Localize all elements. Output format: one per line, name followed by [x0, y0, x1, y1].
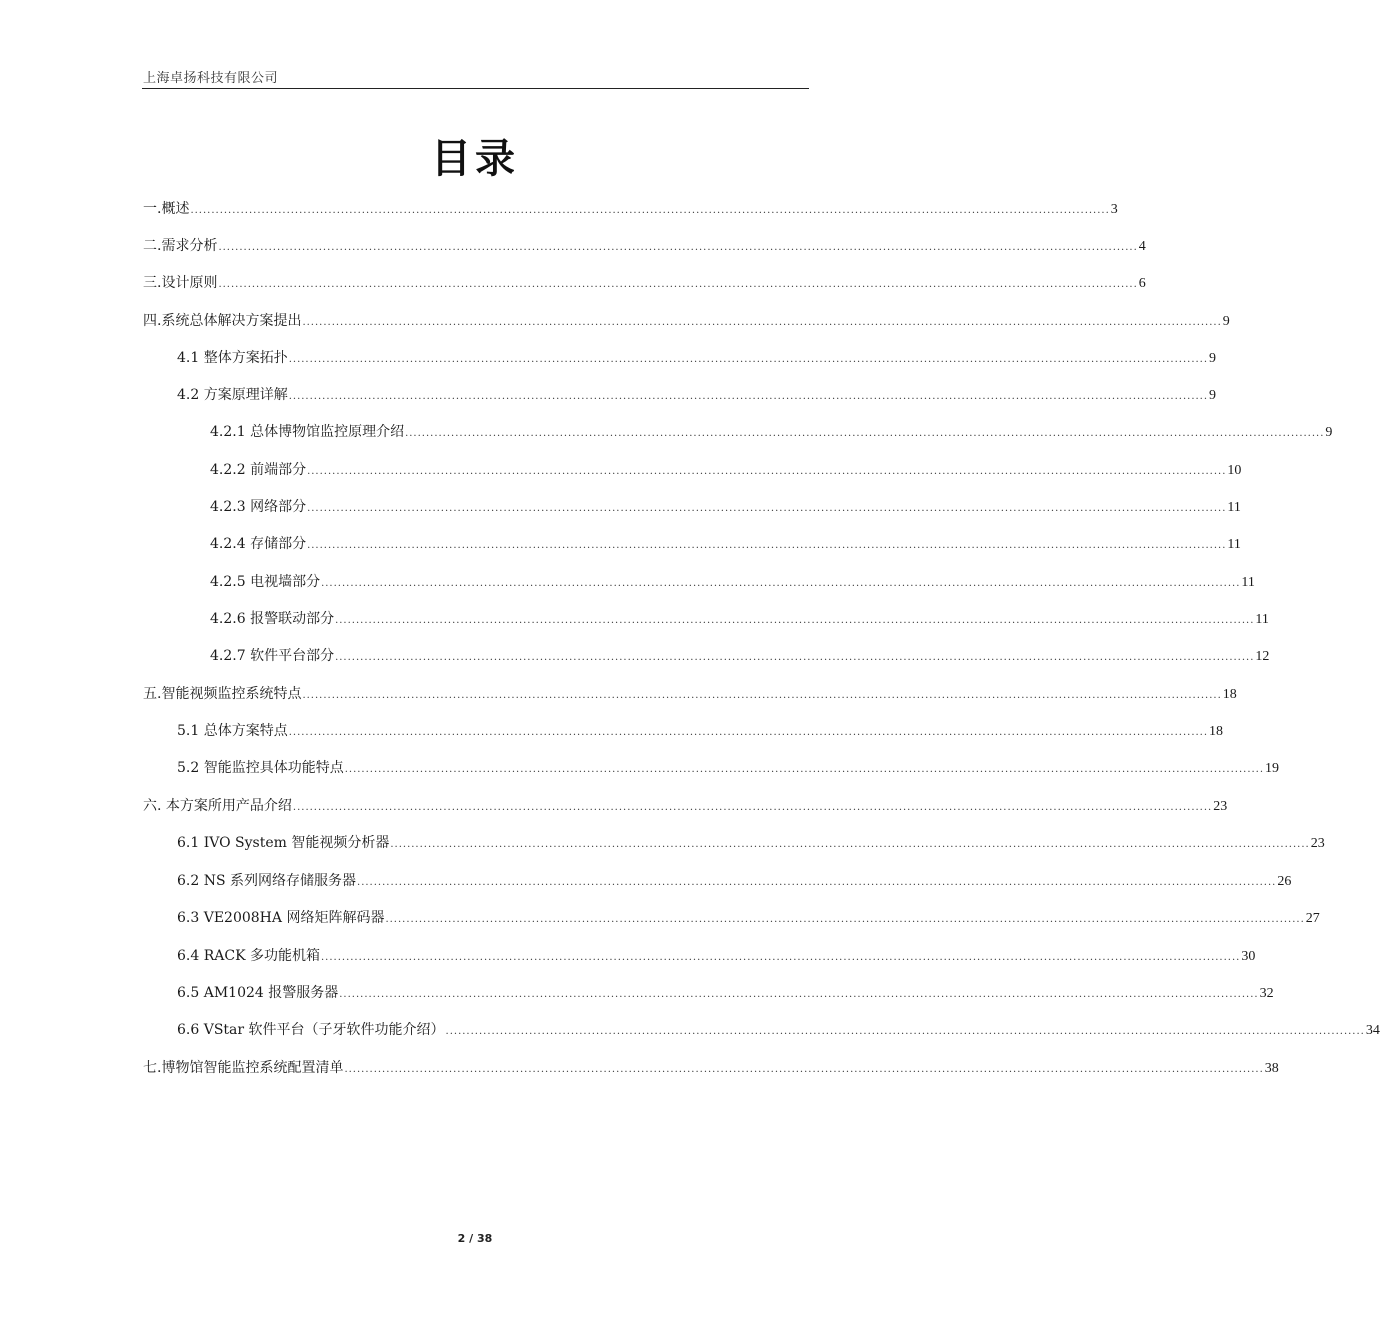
toc-leader-dots: ............................................................................................................................................................................................................................: [385, 914, 1305, 925]
toc-entry-page: 26: [1277, 874, 1292, 889]
toc-entry-4-1[interactable]: [177, 347, 1217, 369]
toc-entry-page: 9: [1325, 425, 1333, 440]
toc-entry-page: 34: [1365, 1023, 1380, 1038]
toc-entry-6-3[interactable]: [177, 907, 1320, 929]
toc-entry-6-1[interactable]: [177, 832, 1325, 854]
toc-leader-dots: ............................................................................................................................................................................................................................: [344, 764, 1265, 775]
toc-entry-page: 9: [1209, 388, 1217, 403]
toc-entry-page: 23: [1213, 799, 1228, 814]
toc-entry-4-2-4[interactable]: [210, 533, 1241, 555]
toc-leader-dots: ............................................................................................................................................................................................................................: [335, 652, 1255, 663]
toc-entry-label: 七.博物馆智能监控系统配置清单: [143, 1060, 344, 1076]
toc-entry-4-2-5[interactable]: [210, 571, 1255, 593]
toc-entry-products[interactable]: [143, 795, 1228, 817]
toc-entry-label: 6.6 VStar 软件平台（子牙软件功能介绍）: [177, 1022, 445, 1038]
toc-leader-dots: ............................................................................................................................................................................................................................: [321, 578, 1241, 589]
toc-entry-4-2-6[interactable]: [210, 608, 1269, 630]
toc-entry-page: 9: [1222, 314, 1230, 329]
toc-entry-label: 6.5 AM1024 报警服务器: [177, 985, 339, 1001]
toc-leader-dots: ............................................................................................................................................................................................................................: [218, 242, 1138, 253]
toc-entry-label: 4.2.6 报警联动部分: [210, 611, 335, 627]
toc-entry-label: 4.1 整体方案拓扑: [177, 350, 288, 366]
toc-entry-6-4[interactable]: [177, 945, 1256, 967]
toc-entry-5-2[interactable]: [177, 757, 1280, 779]
toc-entry-page: 23: [1310, 836, 1325, 851]
page-number: 2 / 38: [457, 1232, 493, 1245]
toc-entry-5-1[interactable]: [177, 720, 1224, 742]
toc-leader-dots: ............................................................................................................................................................................................................................: [344, 1064, 1264, 1075]
toc-leader-dots: ............................................................................................................................................................................................................................: [321, 952, 1241, 963]
toc-leader-dots: ............................................................................................................................................................................................................................: [405, 428, 1325, 439]
toc-entry-label: 4.2.1 总体博物馆监控原理介绍: [210, 424, 405, 440]
toc-entry-label: 六. 本方案所用产品介绍: [143, 798, 292, 814]
toc-entry-6-2[interactable]: [177, 870, 1292, 892]
toc-leader-dots: ............................................................................................................................................................................................................................: [335, 615, 1255, 626]
toc-entry-4-2-2[interactable]: [210, 459, 1242, 481]
toc-entry-label: 三.设计原则: [143, 275, 218, 291]
toc-entry-label: 4.2.7 软件平台部分: [210, 648, 335, 664]
toc-leader-dots: ............................................................................................................................................................................................................................: [390, 839, 1310, 850]
toc-entry-label: 5.2 智能监控具体功能特点: [177, 760, 344, 776]
toc-entry-solution[interactable]: [143, 310, 1230, 332]
toc-entry-label: 四.系统总体解决方案提出: [143, 313, 302, 329]
toc-leader-dots: ............................................................................................................................................................................................................................: [292, 802, 1213, 813]
toc-entry-page: 30: [1241, 949, 1256, 964]
toc-entry-label: 五.智能视频监控系统特点: [143, 686, 302, 702]
toc-entry-label: 5.1 总体方案特点: [177, 723, 288, 739]
toc-entry-label: 6.4 RACK 多功能机箱: [177, 948, 320, 964]
toc-leader-dots: ............................................................................................................................................................................................................................: [288, 354, 1209, 365]
toc-leader-dots: ............................................................................................................................................................................................................................: [190, 205, 1110, 216]
toc-entry-requirements[interactable]: [143, 235, 1146, 257]
toc-leader-dots: ............................................................................................................................................................................................................................: [307, 466, 1227, 477]
toc-leader-dots: ............................................................................................................................................................................................................................: [307, 540, 1227, 551]
toc-entry-page: 18: [1222, 687, 1237, 702]
toc-entry-label: 4.2.5 电视墙部分: [210, 574, 321, 590]
toc-leader-dots: ............................................................................................................................................................................................................................: [288, 391, 1209, 402]
toc-entry-label: 一.概述: [143, 201, 190, 217]
toc-entry-page: 11: [1227, 500, 1241, 515]
toc-entry-4-2[interactable]: [177, 384, 1217, 406]
toc-title: 目录: [431, 136, 519, 182]
toc-entry-6-6[interactable]: [177, 1019, 1380, 1041]
toc-entry-overview[interactable]: [143, 198, 1118, 220]
toc-entry-label: 4.2 方案原理详解: [177, 387, 288, 403]
toc-entry-page: 9: [1209, 351, 1217, 366]
toc-entry-page: 10: [1227, 463, 1242, 478]
toc-entry-page: 18: [1209, 724, 1224, 739]
toc-entry-label: 二.需求分析: [143, 238, 218, 254]
toc-entry-page: 38: [1264, 1061, 1279, 1076]
toc-entry-design-principles[interactable]: [143, 272, 1146, 294]
toc-entry-label: 6.1 IVO System 智能视频分析器: [177, 835, 390, 851]
toc-entry-label: 4.2.2 前端部分: [210, 462, 307, 478]
toc-entry-label: 6.3 VE2008HA 网络矩阵解码器: [177, 910, 385, 926]
toc-leader-dots: ............................................................................................................................................................................................................................: [288, 727, 1209, 738]
toc-entry-page: 11: [1227, 537, 1241, 552]
toc-entry-label: 4.2.4 存储部分: [210, 536, 307, 552]
toc-leader-dots: ............................................................................................................................................................................................................................: [302, 690, 1222, 701]
toc-entry-page: 11: [1241, 575, 1255, 590]
toc-leader-dots: ............................................................................................................................................................................................................................: [445, 1026, 1365, 1037]
toc-entry-features[interactable]: [143, 683, 1237, 705]
toc-entry-4-2-3[interactable]: [210, 496, 1241, 518]
toc-leader-dots: ............................................................................................................................................................................................................................: [218, 279, 1138, 290]
toc-entry-label: 6.2 NS 系列网络存储服务器: [177, 873, 357, 889]
toc-entry-6-5[interactable]: [177, 982, 1274, 1004]
toc-entry-page: 4: [1138, 239, 1146, 254]
toc-leader-dots: ............................................................................................................................................................................................................................: [357, 877, 1277, 888]
toc-entry-label: 4.2.3 网络部分: [210, 499, 307, 515]
toc-entry-page: 11: [1255, 612, 1269, 627]
toc-entry-config-list[interactable]: [143, 1057, 1279, 1079]
toc-entry-page: 6: [1138, 276, 1146, 291]
toc-entry-page: 19: [1265, 761, 1280, 776]
toc-leader-dots: ............................................................................................................................................................................................................................: [339, 989, 1259, 1000]
toc-leader-dots: ............................................................................................................................................................................................................................: [302, 317, 1222, 328]
toc-entry-page: 27: [1305, 911, 1320, 926]
toc-entry-page: 3: [1110, 202, 1118, 217]
toc-entry-page: 12: [1255, 649, 1270, 664]
toc-entry-4-2-7[interactable]: [210, 645, 1270, 667]
toc-entry-page: 32: [1259, 986, 1274, 1001]
toc-leader-dots: ............................................................................................................................................................................................................................: [307, 503, 1227, 514]
toc-entry-4-2-1[interactable]: [210, 421, 1333, 443]
page-header-company: 上海卓扬科技有限公司: [143, 71, 279, 86]
